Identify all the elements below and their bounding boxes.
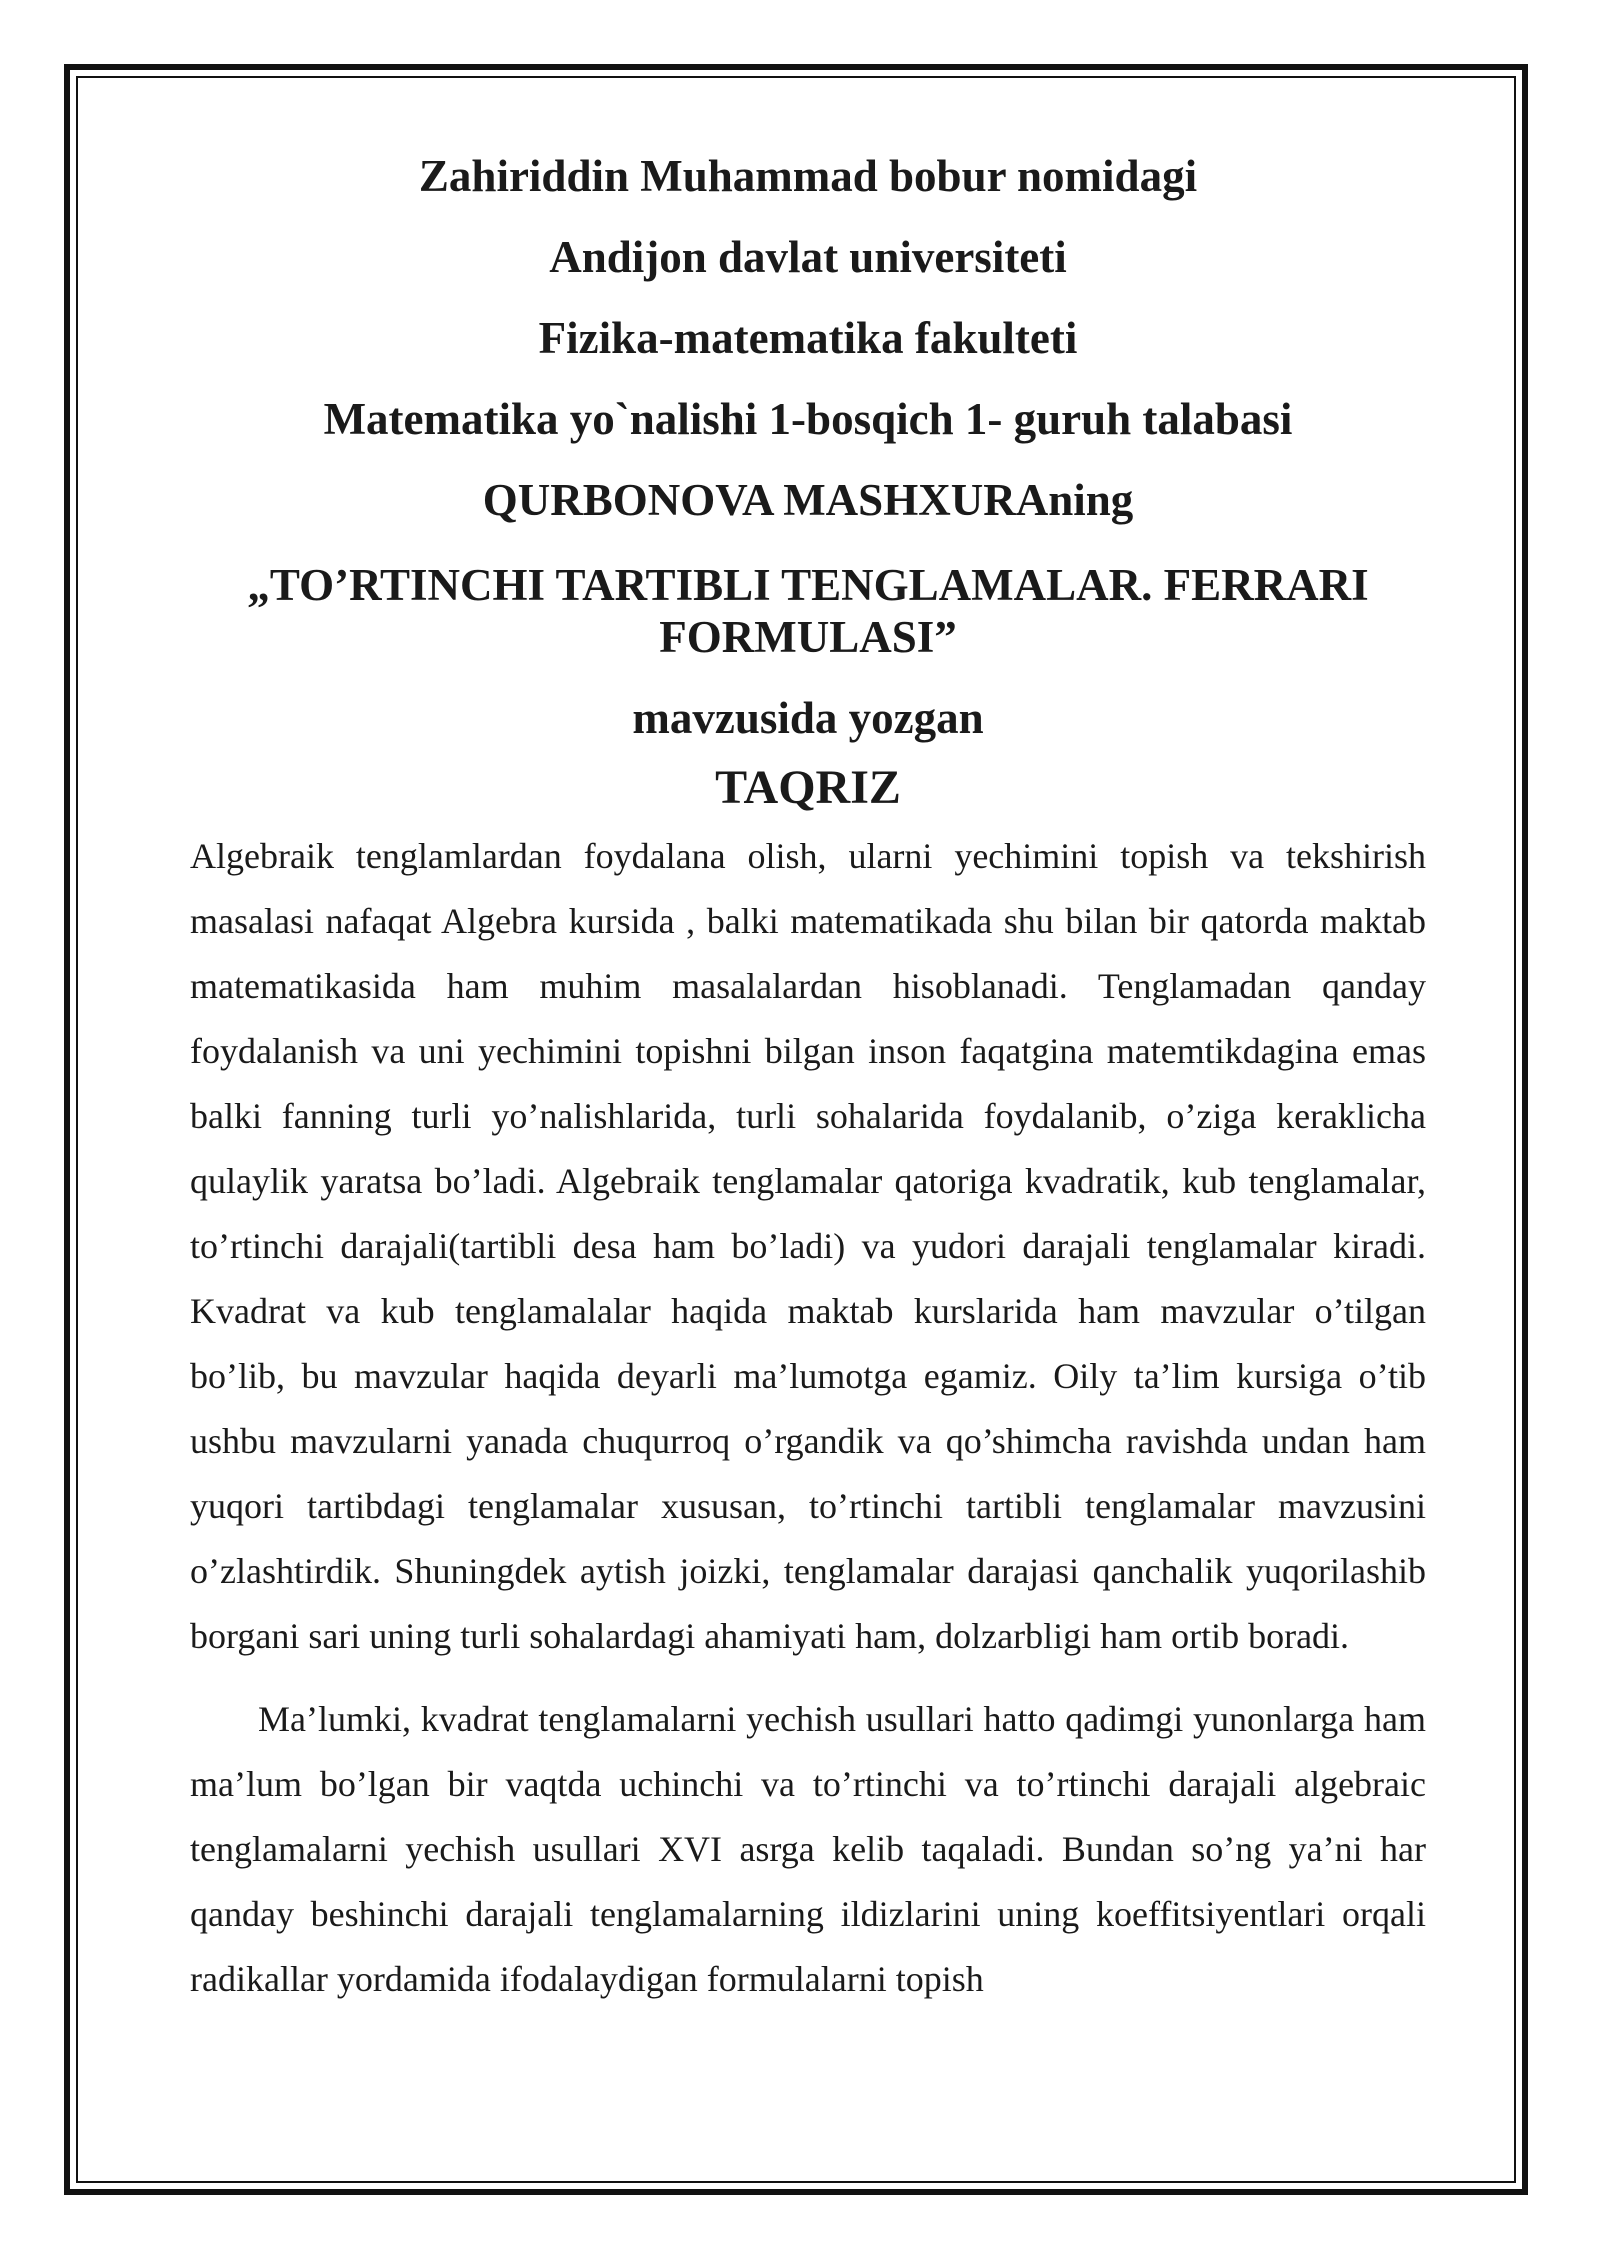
university-line: Andijon davlat universiteti: [549, 232, 1067, 282]
faculty-line: Fizika-matematika fakulteti: [538, 313, 1078, 363]
university-name-line: Zahiriddin Muhammad bobur nomidagi: [418, 151, 1198, 201]
topic-subtitle: mavzusida yozgan: [632, 693, 984, 743]
body-paragraph-2: Ma’lumki, kvadrat tenglamalarni yechish usullari hatto qadimgi yunonlarga ham ma’lum bo’lgan bir vaqtda uchinchi va to’rtinchi va to’rtinchi darajali algebraic tenglamalarni yechish usullari XVI asrga kelib taqaladi. Bundan so’ng ya’ni har qanday beshinchi darajali tenglamalarning ildizlarini uning koeffitsiyentlari orqali radikallar yordamida ifodalaydigan formulalarni topish: [190, 1699, 1426, 1999]
student-name: QURBONOVA MASHXURAning: [482, 475, 1134, 525]
topic-title: „TO’RTINCHI TARTIBLI TENGLAMALAR. FERRARI FORMULASI”: [247, 560, 1369, 662]
document-type-heading: TAQRIZ: [715, 761, 901, 814]
body-paragraph-1: Algebraik tenglamlardan foydalana olish, ularni yechimini topish va tekshirish masalasi nafaqat Algebra kursida , balki matematikada shu bilan bir qatorda maktab matematikasida ham muhim masalalardan hisoblanadi. Tenglamadan qanday foydalanish va uni yechimini topishni bilgan inson faqatgina matemtikdagina emas balki fanning turli yo’nalishlarida, turli sohalarida foydalanib, o’ziga keraklicha qulaylik yaratsa bo’ladi. Algebraik tenglamalar qatoriga kvadratik, kub tenglamalar, to’rtinchi darajali(tartibli desa ham bo’ladi) va yudori darajali tenglamalar kiradi. Kvadrat va kub tenglamalalar haqida maktab kurslarida ham mavzular o’tilgan bo’lib, bu mavzular haqida deyarli ma’lumotga egamiz. Oily ta’lim kursiga o’tib ushbu mavzularni yanada chuqurroq o’rgandik va qo’shimcha ravishda undan ham yuqori tartibdagi tenglamalar xususan, to’rtinchi tartibli tenglamalar mavzusini o’zlashtirdik. Shuningdek aytish joizki, tenglamalar darajasi qanchalik yuqorilashib borgani sari uning turli sohalardagi ahamiyati ham, dolzarbligi ham ortib boradi.: [190, 836, 1426, 1656]
document-content: [190, 150, 1426, 2012]
student-group-line: Matematika yo`nalishi 1-bosqich 1- guruh talabasi: [323, 394, 1293, 444]
